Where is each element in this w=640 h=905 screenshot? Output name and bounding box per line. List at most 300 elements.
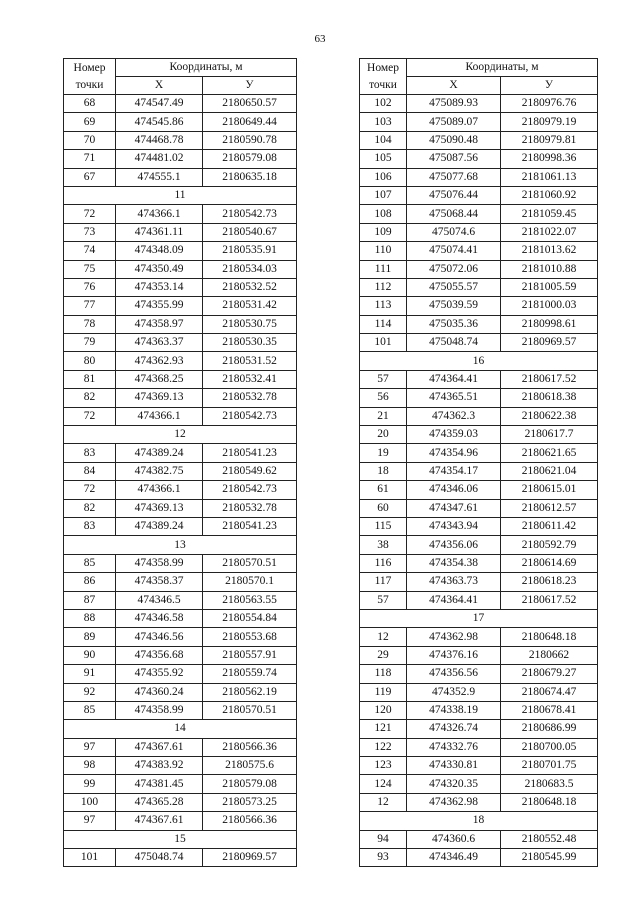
point-number-cell: 120 xyxy=(360,701,407,719)
point-number-cell: 56 xyxy=(360,389,407,407)
table-row xyxy=(64,757,297,775)
x-coordinate-cell: 475072.06 xyxy=(407,260,501,278)
y-coordinate-cell: 2180541.23 xyxy=(203,444,297,462)
x-coordinate-cell: 474358.37 xyxy=(116,573,203,591)
table-row xyxy=(360,242,598,260)
y-coordinate-cell: 2180615.01 xyxy=(501,481,598,499)
table-row xyxy=(360,223,598,241)
point-number-cell: 87 xyxy=(64,591,116,609)
table-row xyxy=(64,205,297,223)
table-row xyxy=(360,591,598,609)
section-number: 14 xyxy=(64,720,297,738)
section-row xyxy=(64,536,297,554)
x-coordinate-cell: 474346.56 xyxy=(116,628,203,646)
y-coordinate-cell: 2181060.92 xyxy=(501,186,598,204)
point-number-cell: 91 xyxy=(64,665,116,683)
section-number: 17 xyxy=(360,609,598,627)
x-coordinate-cell: 474348.09 xyxy=(116,242,203,260)
x-coordinate-cell: 474481.02 xyxy=(116,150,203,168)
x-coordinate-cell: 474347.61 xyxy=(407,499,501,517)
point-number-cell: 74 xyxy=(64,242,116,260)
table-row xyxy=(64,812,297,830)
section-number: 11 xyxy=(64,186,297,204)
y-coordinate-cell: 2180530.35 xyxy=(203,334,297,352)
y-coordinate-cell: 2180617.52 xyxy=(501,591,598,609)
point-number-cell: 81 xyxy=(64,370,116,388)
x-coordinate-cell: 474369.13 xyxy=(116,389,203,407)
table-row xyxy=(360,389,598,407)
y-coordinate-cell: 2180648.18 xyxy=(501,793,598,811)
y-coordinate-cell: 2180534.03 xyxy=(203,260,297,278)
y-coordinate-cell: 2180650.57 xyxy=(203,95,297,113)
y-coordinate-cell: 2181061.13 xyxy=(501,168,598,186)
section-number: 16 xyxy=(360,352,598,370)
point-number-cell: 78 xyxy=(64,315,116,333)
x-coordinate-cell: 474352.9 xyxy=(407,683,501,701)
x-coordinate-cell: 474367.61 xyxy=(116,738,203,756)
x-coordinate-cell: 474368.25 xyxy=(116,370,203,388)
x-coordinate-cell: 474346.49 xyxy=(407,849,501,867)
x-coordinate-cell: 474366.1 xyxy=(116,205,203,223)
coordinates-header: Координаты, м xyxy=(407,59,598,77)
point-number-cell: 99 xyxy=(64,775,116,793)
section-number: 13 xyxy=(64,536,297,554)
table-row xyxy=(360,499,598,517)
table-row xyxy=(64,793,297,811)
point-number-cell: 97 xyxy=(64,812,116,830)
x-coordinate-cell: 475055.57 xyxy=(407,278,501,296)
y-coordinate-cell: 2180553.68 xyxy=(203,628,297,646)
y-coordinate-cell: 2180531.52 xyxy=(203,352,297,370)
y-coordinate-cell: 2180621.65 xyxy=(501,444,598,462)
table-row xyxy=(360,628,598,646)
table-row xyxy=(360,426,598,444)
y-coordinate-cell: 2180573.25 xyxy=(203,793,297,811)
section-row xyxy=(360,812,598,830)
x-coordinate-cell: 475090.48 xyxy=(407,131,501,149)
point-number-cell: 82 xyxy=(64,499,116,517)
y-coordinate-cell: 2180611.42 xyxy=(501,517,598,535)
point-number-cell: 85 xyxy=(64,701,116,719)
point-number-cell: 76 xyxy=(64,278,116,296)
table-row xyxy=(64,407,297,425)
y-coordinate-cell: 2181013.62 xyxy=(501,242,598,260)
x-coordinate-cell: 474346.06 xyxy=(407,481,501,499)
x-coordinate-cell: 474358.99 xyxy=(116,554,203,572)
x-coordinate-cell: 474356.56 xyxy=(407,665,501,683)
x-coordinate-cell: 474364.41 xyxy=(407,370,501,388)
y-coordinate-cell: 2180998.36 xyxy=(501,150,598,168)
point-number-cell: 29 xyxy=(360,646,407,664)
y-coordinate-cell: 2180531.42 xyxy=(203,297,297,315)
table-row xyxy=(64,389,297,407)
table-row xyxy=(64,334,297,352)
y-coordinate-cell: 2180701.75 xyxy=(501,757,598,775)
table-row xyxy=(64,278,297,296)
x-coordinate-cell: 475039.59 xyxy=(407,297,501,315)
point-number-cell: 61 xyxy=(360,481,407,499)
y-coordinate-cell: 2180618.38 xyxy=(501,389,598,407)
page-number: 63 xyxy=(314,33,326,45)
y-coordinate-cell: 2180998.61 xyxy=(501,315,598,333)
y-coordinate-cell: 2180979.81 xyxy=(501,131,598,149)
point-number-cell: 118 xyxy=(360,665,407,683)
point-number-cell: 112 xyxy=(360,278,407,296)
x-coordinate-cell: 474363.73 xyxy=(407,573,501,591)
table-body-left xyxy=(64,95,297,867)
table-row xyxy=(360,738,598,756)
table-row xyxy=(64,95,297,113)
y-coordinate-cell: 2180700.05 xyxy=(501,738,598,756)
table-row xyxy=(64,738,297,756)
table-row xyxy=(360,536,598,554)
y-coordinate-cell: 2180563.55 xyxy=(203,591,297,609)
point-number-cell: 110 xyxy=(360,242,407,260)
x-coordinate-cell: 474338.19 xyxy=(407,701,501,719)
point-number-cell: 72 xyxy=(64,205,116,223)
point-number-cell: 70 xyxy=(64,131,116,149)
y-coordinate-cell: 2180648.18 xyxy=(501,628,598,646)
x-coordinate-cell: 474354.38 xyxy=(407,554,501,572)
x-coordinate-cell: 474389.24 xyxy=(116,444,203,462)
x-coordinate-cell: 475089.93 xyxy=(407,95,501,113)
table-row xyxy=(64,517,297,535)
table-row xyxy=(360,573,598,591)
y-coordinate-cell: 2180532.41 xyxy=(203,370,297,388)
x-coordinate-cell: 475048.74 xyxy=(116,849,203,867)
y-coordinate-cell: 2180674.47 xyxy=(501,683,598,701)
y-coordinate-cell: 2180617.52 xyxy=(501,370,598,388)
y-coordinate-cell: 2180678.41 xyxy=(501,701,598,719)
x-coordinate-cell: 474362.98 xyxy=(407,793,501,811)
y-coordinate-cell: 2181010.88 xyxy=(501,260,598,278)
table-row xyxy=(360,205,598,223)
table-row xyxy=(64,260,297,278)
point-number-cell: 109 xyxy=(360,223,407,241)
table-row xyxy=(64,683,297,701)
point-number-cell: 84 xyxy=(64,462,116,480)
x-coordinate-cell: 474547.49 xyxy=(116,95,203,113)
x-coordinate-cell: 474365.28 xyxy=(116,793,203,811)
table-row xyxy=(64,573,297,591)
x-coordinate-cell: 474346.58 xyxy=(116,609,203,627)
y-coordinate-cell: 2180683.5 xyxy=(501,775,598,793)
point-number-cell: 38 xyxy=(360,536,407,554)
point-number-cell: 108 xyxy=(360,205,407,223)
point-number-header xyxy=(64,59,116,95)
point-number-cell: 89 xyxy=(64,628,116,646)
y-coordinate-cell: 2180969.57 xyxy=(501,334,598,352)
x-coordinate-cell: 474369.13 xyxy=(116,499,203,517)
x-coordinate-cell: 474365.51 xyxy=(407,389,501,407)
table-row xyxy=(64,462,297,480)
table-row xyxy=(360,297,598,315)
table-row xyxy=(64,646,297,664)
x-coordinate-cell: 474555.1 xyxy=(116,168,203,186)
point-number-cell: 12 xyxy=(360,793,407,811)
point-number-header-line1: Номер xyxy=(73,61,106,74)
table-row xyxy=(64,150,297,168)
point-number-cell: 105 xyxy=(360,150,407,168)
table-row xyxy=(360,462,598,480)
table-row xyxy=(360,701,598,719)
x-coordinate-cell: 474355.92 xyxy=(116,665,203,683)
table-row xyxy=(64,131,297,149)
x-coordinate-cell: 474545.86 xyxy=(116,113,203,131)
y-coordinate-cell: 2180679.27 xyxy=(501,665,598,683)
x-coordinate-cell: 474366.1 xyxy=(116,407,203,425)
y-coordinate-cell: 2180562.19 xyxy=(203,683,297,701)
point-number-cell: 101 xyxy=(360,334,407,352)
point-number-cell: 94 xyxy=(360,830,407,848)
table-row xyxy=(360,554,598,572)
table-row xyxy=(64,775,297,793)
table-row xyxy=(360,793,598,811)
y-coordinate-cell: 2180554.84 xyxy=(203,609,297,627)
table-row xyxy=(64,113,297,131)
y-coordinate-cell: 2180566.36 xyxy=(203,812,297,830)
point-number-cell: 57 xyxy=(360,591,407,609)
table-row xyxy=(64,701,297,719)
y-coordinate-cell: 2180976.76 xyxy=(501,95,598,113)
table-row xyxy=(360,186,598,204)
table-body-right xyxy=(360,95,598,867)
x-coordinate-cell: 474326.74 xyxy=(407,720,501,738)
x-coordinate-cell: 475035.36 xyxy=(407,315,501,333)
table-row xyxy=(64,609,297,627)
y-coordinate-cell: 2180635.18 xyxy=(203,168,297,186)
table-row xyxy=(64,849,297,867)
point-number-cell: 102 xyxy=(360,95,407,113)
x-coordinate-cell: 474330.81 xyxy=(407,757,501,775)
x-coordinate-cell: 474350.49 xyxy=(116,260,203,278)
y-coordinate-cell: 2180579.08 xyxy=(203,775,297,793)
x-coordinate-cell: 474354.96 xyxy=(407,444,501,462)
x-coordinate-cell: 474332.76 xyxy=(407,738,501,756)
table-row xyxy=(64,168,297,186)
table-row xyxy=(360,665,598,683)
y-coordinate-cell: 2180649.44 xyxy=(203,113,297,131)
point-number-cell: 97 xyxy=(64,738,116,756)
point-number-cell: 69 xyxy=(64,113,116,131)
x-coordinate-cell: 474381.45 xyxy=(116,775,203,793)
y-coordinate-cell: 2180542.73 xyxy=(203,407,297,425)
point-number-cell: 92 xyxy=(64,683,116,701)
y-coordinate-cell: 2180969.57 xyxy=(203,849,297,867)
point-number-cell: 85 xyxy=(64,554,116,572)
point-number-cell: 114 xyxy=(360,315,407,333)
table-row xyxy=(64,297,297,315)
point-number-cell: 107 xyxy=(360,186,407,204)
y-coordinate-cell: 2181022.07 xyxy=(501,223,598,241)
section-row xyxy=(360,609,598,627)
table-row xyxy=(64,223,297,241)
point-number-cell: 103 xyxy=(360,113,407,131)
x-coordinate-cell: 474356.06 xyxy=(407,536,501,554)
point-number-cell: 75 xyxy=(64,260,116,278)
y-coordinate-cell: 2180622.38 xyxy=(501,407,598,425)
table-row xyxy=(360,95,598,113)
point-number-cell: 83 xyxy=(64,517,116,535)
x-coordinate-cell: 474367.61 xyxy=(116,812,203,830)
y-coordinate-cell: 2180570.1 xyxy=(203,573,297,591)
x-coordinate-cell: 474346.5 xyxy=(116,591,203,609)
x-coordinate-cell: 475089.07 xyxy=(407,113,501,131)
y-coordinate-cell: 2180535.91 xyxy=(203,242,297,260)
table-row xyxy=(64,481,297,499)
section-row xyxy=(64,426,297,444)
y-coordinate-cell: 2180612.57 xyxy=(501,499,598,517)
section-row xyxy=(64,830,297,848)
point-number-cell: 19 xyxy=(360,444,407,462)
point-number-cell: 106 xyxy=(360,168,407,186)
y-coordinate-cell: 2180532.78 xyxy=(203,389,297,407)
y-coordinate-cell: 2180530.75 xyxy=(203,315,297,333)
table-row xyxy=(360,150,598,168)
y-coordinate-cell: 2180542.73 xyxy=(203,205,297,223)
y-coordinate-cell: 2180570.51 xyxy=(203,701,297,719)
table-row xyxy=(360,757,598,775)
x-header: X xyxy=(407,77,501,95)
point-number-cell: 101 xyxy=(64,849,116,867)
point-number-cell: 86 xyxy=(64,573,116,591)
section-row xyxy=(64,720,297,738)
y-coordinate-cell: 2180532.52 xyxy=(203,278,297,296)
point-number-cell: 77 xyxy=(64,297,116,315)
table-row xyxy=(64,444,297,462)
point-number-cell: 123 xyxy=(360,757,407,775)
point-number-header-line2: точки xyxy=(369,78,397,91)
point-number-cell: 57 xyxy=(360,370,407,388)
table-row xyxy=(360,278,598,296)
point-number-cell: 122 xyxy=(360,738,407,756)
y-coordinate-cell: 2180545.99 xyxy=(501,849,598,867)
x-coordinate-cell: 475087.56 xyxy=(407,150,501,168)
table-row xyxy=(64,370,297,388)
point-number-header-line2: точки xyxy=(75,78,104,91)
y-coordinate-cell: 2180592.79 xyxy=(501,536,598,554)
point-number-cell: 93 xyxy=(360,849,407,867)
point-number-cell: 100 xyxy=(64,793,116,811)
x-coordinate-cell: 474360.6 xyxy=(407,830,501,848)
point-number-cell: 121 xyxy=(360,720,407,738)
y-coordinate-cell: 2180566.36 xyxy=(203,738,297,756)
x-coordinate-cell: 475074.41 xyxy=(407,242,501,260)
x-coordinate-cell: 474362.98 xyxy=(407,628,501,646)
point-number-cell: 18 xyxy=(360,462,407,480)
x-coordinate-cell: 474468.78 xyxy=(116,131,203,149)
x-coordinate-cell: 474382.75 xyxy=(116,462,203,480)
point-number-cell: 116 xyxy=(360,554,407,572)
y-coordinate-cell: 2180570.51 xyxy=(203,554,297,572)
coordinates-table-left xyxy=(63,58,297,867)
point-number-cell: 111 xyxy=(360,260,407,278)
table-row xyxy=(64,242,297,260)
point-number-cell: 21 xyxy=(360,407,407,425)
y-coordinate-cell: 2180979.19 xyxy=(501,113,598,131)
point-number-cell: 79 xyxy=(64,334,116,352)
x-coordinate-cell: 474360.24 xyxy=(116,683,203,701)
coordinates-header: Координаты, м xyxy=(116,59,297,77)
point-number-cell: 80 xyxy=(64,352,116,370)
y-coordinate-cell: 2180617.7 xyxy=(501,426,598,444)
table-row xyxy=(64,554,297,572)
table-row xyxy=(360,720,598,738)
y-coordinate-cell: 2181059.45 xyxy=(501,205,598,223)
point-number-cell: 88 xyxy=(64,609,116,627)
table-row xyxy=(360,168,598,186)
y-coordinate-cell: 2180686.99 xyxy=(501,720,598,738)
point-number-cell: 60 xyxy=(360,499,407,517)
point-number-cell: 72 xyxy=(64,407,116,425)
point-number-cell: 115 xyxy=(360,517,407,535)
point-number-cell: 83 xyxy=(64,444,116,462)
table-row xyxy=(360,444,598,462)
point-number-cell: 72 xyxy=(64,481,116,499)
section-row xyxy=(64,186,297,204)
point-number-cell: 117 xyxy=(360,573,407,591)
y-coordinate-cell: 2180618.23 xyxy=(501,573,598,591)
point-number-cell: 68 xyxy=(64,95,116,113)
y-coordinate-cell: 2181000.03 xyxy=(501,297,598,315)
table-row xyxy=(64,591,297,609)
x-coordinate-cell: 474376.16 xyxy=(407,646,501,664)
x-coordinate-cell: 474359.03 xyxy=(407,426,501,444)
section-number: 15 xyxy=(64,830,297,848)
y-coordinate-cell: 2180542.73 xyxy=(203,481,297,499)
y-coordinate-cell: 2180590.78 xyxy=(203,131,297,149)
point-number-cell: 124 xyxy=(360,775,407,793)
table-row xyxy=(360,370,598,388)
y-coordinate-cell: 2180614.69 xyxy=(501,554,598,572)
point-number-header-line1: Номер xyxy=(367,61,399,74)
x-coordinate-cell: 474355.99 xyxy=(116,297,203,315)
x-coordinate-cell: 474343.94 xyxy=(407,517,501,535)
x-coordinate-cell: 475077.68 xyxy=(407,168,501,186)
x-coordinate-cell: 475048.74 xyxy=(407,334,501,352)
point-number-cell: 67 xyxy=(64,168,116,186)
point-number-cell: 82 xyxy=(64,389,116,407)
point-number-cell: 119 xyxy=(360,683,407,701)
x-coordinate-cell: 474353.14 xyxy=(116,278,203,296)
x-coordinate-cell: 474358.97 xyxy=(116,315,203,333)
table-row xyxy=(360,849,598,867)
x-coordinate-cell: 474356.68 xyxy=(116,646,203,664)
table-row xyxy=(360,646,598,664)
table-row xyxy=(360,775,598,793)
table-row xyxy=(360,407,598,425)
x-coordinate-cell: 474383.92 xyxy=(116,757,203,775)
y-header: У xyxy=(203,77,297,95)
y-coordinate-cell: 2180575.6 xyxy=(203,757,297,775)
table-row xyxy=(360,131,598,149)
table-row xyxy=(64,628,297,646)
x-coordinate-cell: 474362.93 xyxy=(116,352,203,370)
section-number: 18 xyxy=(360,812,598,830)
table-row xyxy=(360,481,598,499)
table-row xyxy=(64,499,297,517)
table-row xyxy=(64,352,297,370)
section-number: 12 xyxy=(64,426,297,444)
point-number-cell: 71 xyxy=(64,150,116,168)
y-coordinate-cell: 2180540.67 xyxy=(203,223,297,241)
y-coordinate-cell: 2180541.23 xyxy=(203,517,297,535)
table-row xyxy=(64,665,297,683)
table-row xyxy=(360,830,598,848)
table-row xyxy=(360,683,598,701)
y-coordinate-cell: 2180621.04 xyxy=(501,462,598,480)
point-number-cell: 113 xyxy=(360,297,407,315)
